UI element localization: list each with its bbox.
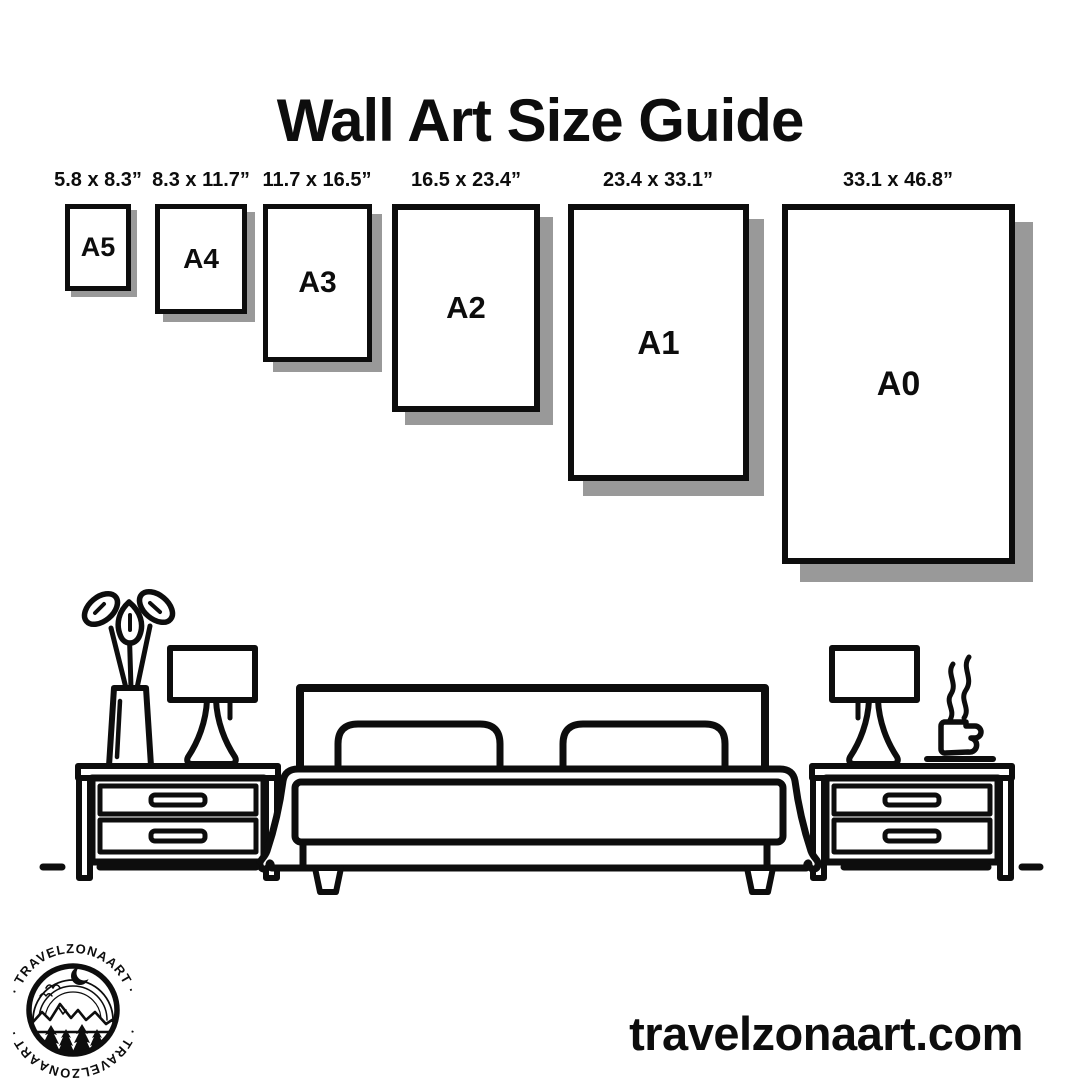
size-letter-a4: A4: [183, 243, 219, 274]
size-box-a1: [568, 204, 749, 481]
size-letter-a0: A0: [876, 364, 921, 403]
steam-icon: [964, 657, 969, 718]
size-box-a2: [392, 204, 540, 412]
steam-icon: [949, 664, 953, 720]
bed-icon: [260, 688, 818, 892]
nightstand-icon-right: [812, 766, 1012, 878]
size-letter-a1: A1: [637, 323, 680, 361]
size-letter-a2: A2: [446, 290, 486, 325]
size-caption-a5: 5.8 x 8.3”: [54, 169, 142, 191]
logo-arc-text-bottom: · TRAVELZONAART ·: [5, 1027, 141, 1080]
brand-logo: [0, 930, 148, 1080]
coffee-cup-icon: [927, 657, 993, 759]
size-box-a4: [155, 204, 247, 314]
size-box-a5: [65, 204, 131, 291]
size-caption-a3: 11.7 x 16.5”: [262, 169, 372, 191]
size-caption-a2: 16.5 x 23.4”: [410, 169, 522, 191]
website-url: travelzonaart.com: [629, 1007, 1023, 1060]
bedroom-illustration: [0, 560, 1080, 900]
nightstand-icon-left: [78, 766, 278, 878]
page-title: Wall Art Size Guide: [276, 87, 804, 155]
table-lamp-icon-left: [170, 648, 255, 764]
size-letter-a3: A3: [298, 266, 337, 299]
size-caption-a0: 33.1 x 46.8”: [842, 169, 954, 191]
size-caption-a4: 8.3 x 11.7”: [152, 169, 250, 191]
vase-plant-icon: [79, 586, 179, 766]
logo-arc-text-top: · TRAVELZONAART ·: [6, 940, 140, 996]
size-letter-a5: A5: [80, 232, 116, 262]
size-caption-a1: 23.4 x 33.1”: [602, 169, 714, 191]
size-box-a3: [263, 204, 372, 362]
size-box-a0: [782, 204, 1015, 564]
table-lamp-icon-right: [832, 648, 917, 764]
